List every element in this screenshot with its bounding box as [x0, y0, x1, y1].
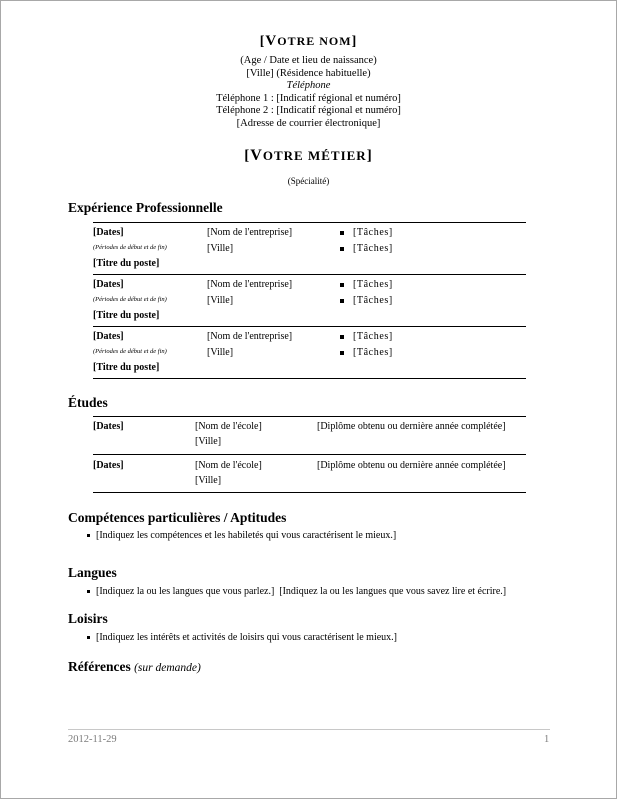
exp-dates: [Dates]	[93, 331, 124, 342]
exp-task: [Tâches]	[340, 295, 393, 306]
exp-city: [Ville]	[207, 295, 234, 306]
bullet-icon	[340, 351, 344, 355]
phone-1-line: Téléphone 1 : [Indicatif régional et numéro]	[216, 92, 401, 104]
exp-dates: [Dates]	[93, 227, 124, 238]
education-top-rule	[93, 416, 526, 417]
city-line: [Ville] (Résidence habituelle)	[246, 67, 371, 79]
age-birth-line: (Age / Date et lieu de naissance)	[240, 55, 377, 66]
bullet-icon	[340, 247, 344, 251]
edu-city: [Ville]	[195, 475, 222, 486]
job-title: [VOTRE MÉTIER]	[244, 147, 373, 164]
phone-2-line: Téléphone 2 : [Indicatif régional et numéro]	[216, 105, 401, 116]
languages-heading: Langues	[68, 565, 117, 580]
references-heading	[68, 659, 201, 675]
edu-school: [Nom de l'école]	[195, 421, 262, 432]
bullet-icon	[87, 636, 90, 639]
exp-company: [Nom de l'entreprise]	[207, 279, 293, 290]
exp-job-title: [Titre du poste]	[93, 258, 160, 269]
exp-job-title: [Titre du poste]	[93, 362, 160, 373]
exp-job-title: [Titre du poste]	[93, 310, 160, 321]
experience-heading: Expérience Professionnelle	[68, 200, 223, 215]
experience-top-rule	[93, 222, 526, 223]
exp-period: (Périodes de début et de fin)	[93, 244, 167, 251]
education-bottom-rule	[93, 492, 526, 493]
phone-heading: Téléphone	[286, 80, 331, 91]
exp-company: [Nom de l'entreprise]	[207, 331, 293, 342]
references-note: (sur demande)	[134, 662, 201, 674]
exp-period: (Périodes de début et de fin)	[93, 296, 167, 303]
exp-task: [Tâches]	[340, 347, 393, 358]
bullet-icon	[340, 283, 344, 287]
bullet-icon	[340, 299, 344, 303]
skills-heading: Compétences particulières / Aptitudes	[68, 510, 287, 525]
bullet-icon	[87, 590, 90, 593]
email-line: [Adresse de courrier électronique]	[236, 117, 381, 129]
edu-dates: [Dates]	[93, 460, 124, 471]
languages-item: [Indiquez la ou les langues que vous parlez.] [Indiquez la ou les langues que vous savez lire et écrire.]	[87, 586, 506, 597]
exp-period: (Périodes de début et de fin)	[93, 348, 167, 355]
exp-city: [Ville]	[207, 347, 234, 358]
edu-school: [Nom de l'école]	[195, 460, 262, 471]
page-number: 1	[544, 734, 550, 745]
edu-diploma: [Diplôme obtenu ou dernière année complétée]	[317, 460, 506, 471]
education-row-rule	[93, 454, 526, 455]
edu-city: [Ville]	[195, 436, 222, 447]
hobbies-heading: Loisirs	[68, 611, 108, 626]
exp-city: [Ville]	[207, 243, 234, 254]
education-heading: Études	[68, 395, 108, 410]
edu-dates: [Dates]	[93, 421, 124, 432]
experience-row-rule	[93, 326, 526, 327]
exp-task: [Tâches]	[340, 227, 393, 238]
specialty: (Spécialité)	[287, 176, 330, 186]
exp-company: [Nom de l'entreprise]	[207, 227, 293, 238]
footer-date: 2012-11-29	[68, 734, 117, 745]
footer-rule	[68, 729, 550, 730]
bullet-icon	[340, 231, 344, 235]
exp-task: [Tâches]	[340, 279, 393, 290]
edu-diploma: [Diplôme obtenu ou dernière année complétée]	[317, 421, 506, 432]
bullet-icon	[340, 335, 344, 339]
experience-bottom-rule	[93, 378, 526, 379]
exp-task: [Tâches]	[340, 331, 393, 342]
experience-row-rule	[93, 274, 526, 275]
skills-item: [Indiquez les compétences et les habiletés qui vous caractérisent le mieux.]	[87, 530, 396, 541]
exp-dates: [Dates]	[93, 279, 124, 290]
exp-task: [Tâches]	[340, 243, 393, 254]
hobbies-item: [Indiquez les intérêts et activités de loisirs qui vous caractérisent le mieux.]	[87, 632, 397, 643]
candidate-name: [VOTRE NOM]	[259, 33, 358, 49]
bullet-icon	[87, 534, 90, 537]
references-label: Références	[68, 659, 131, 674]
